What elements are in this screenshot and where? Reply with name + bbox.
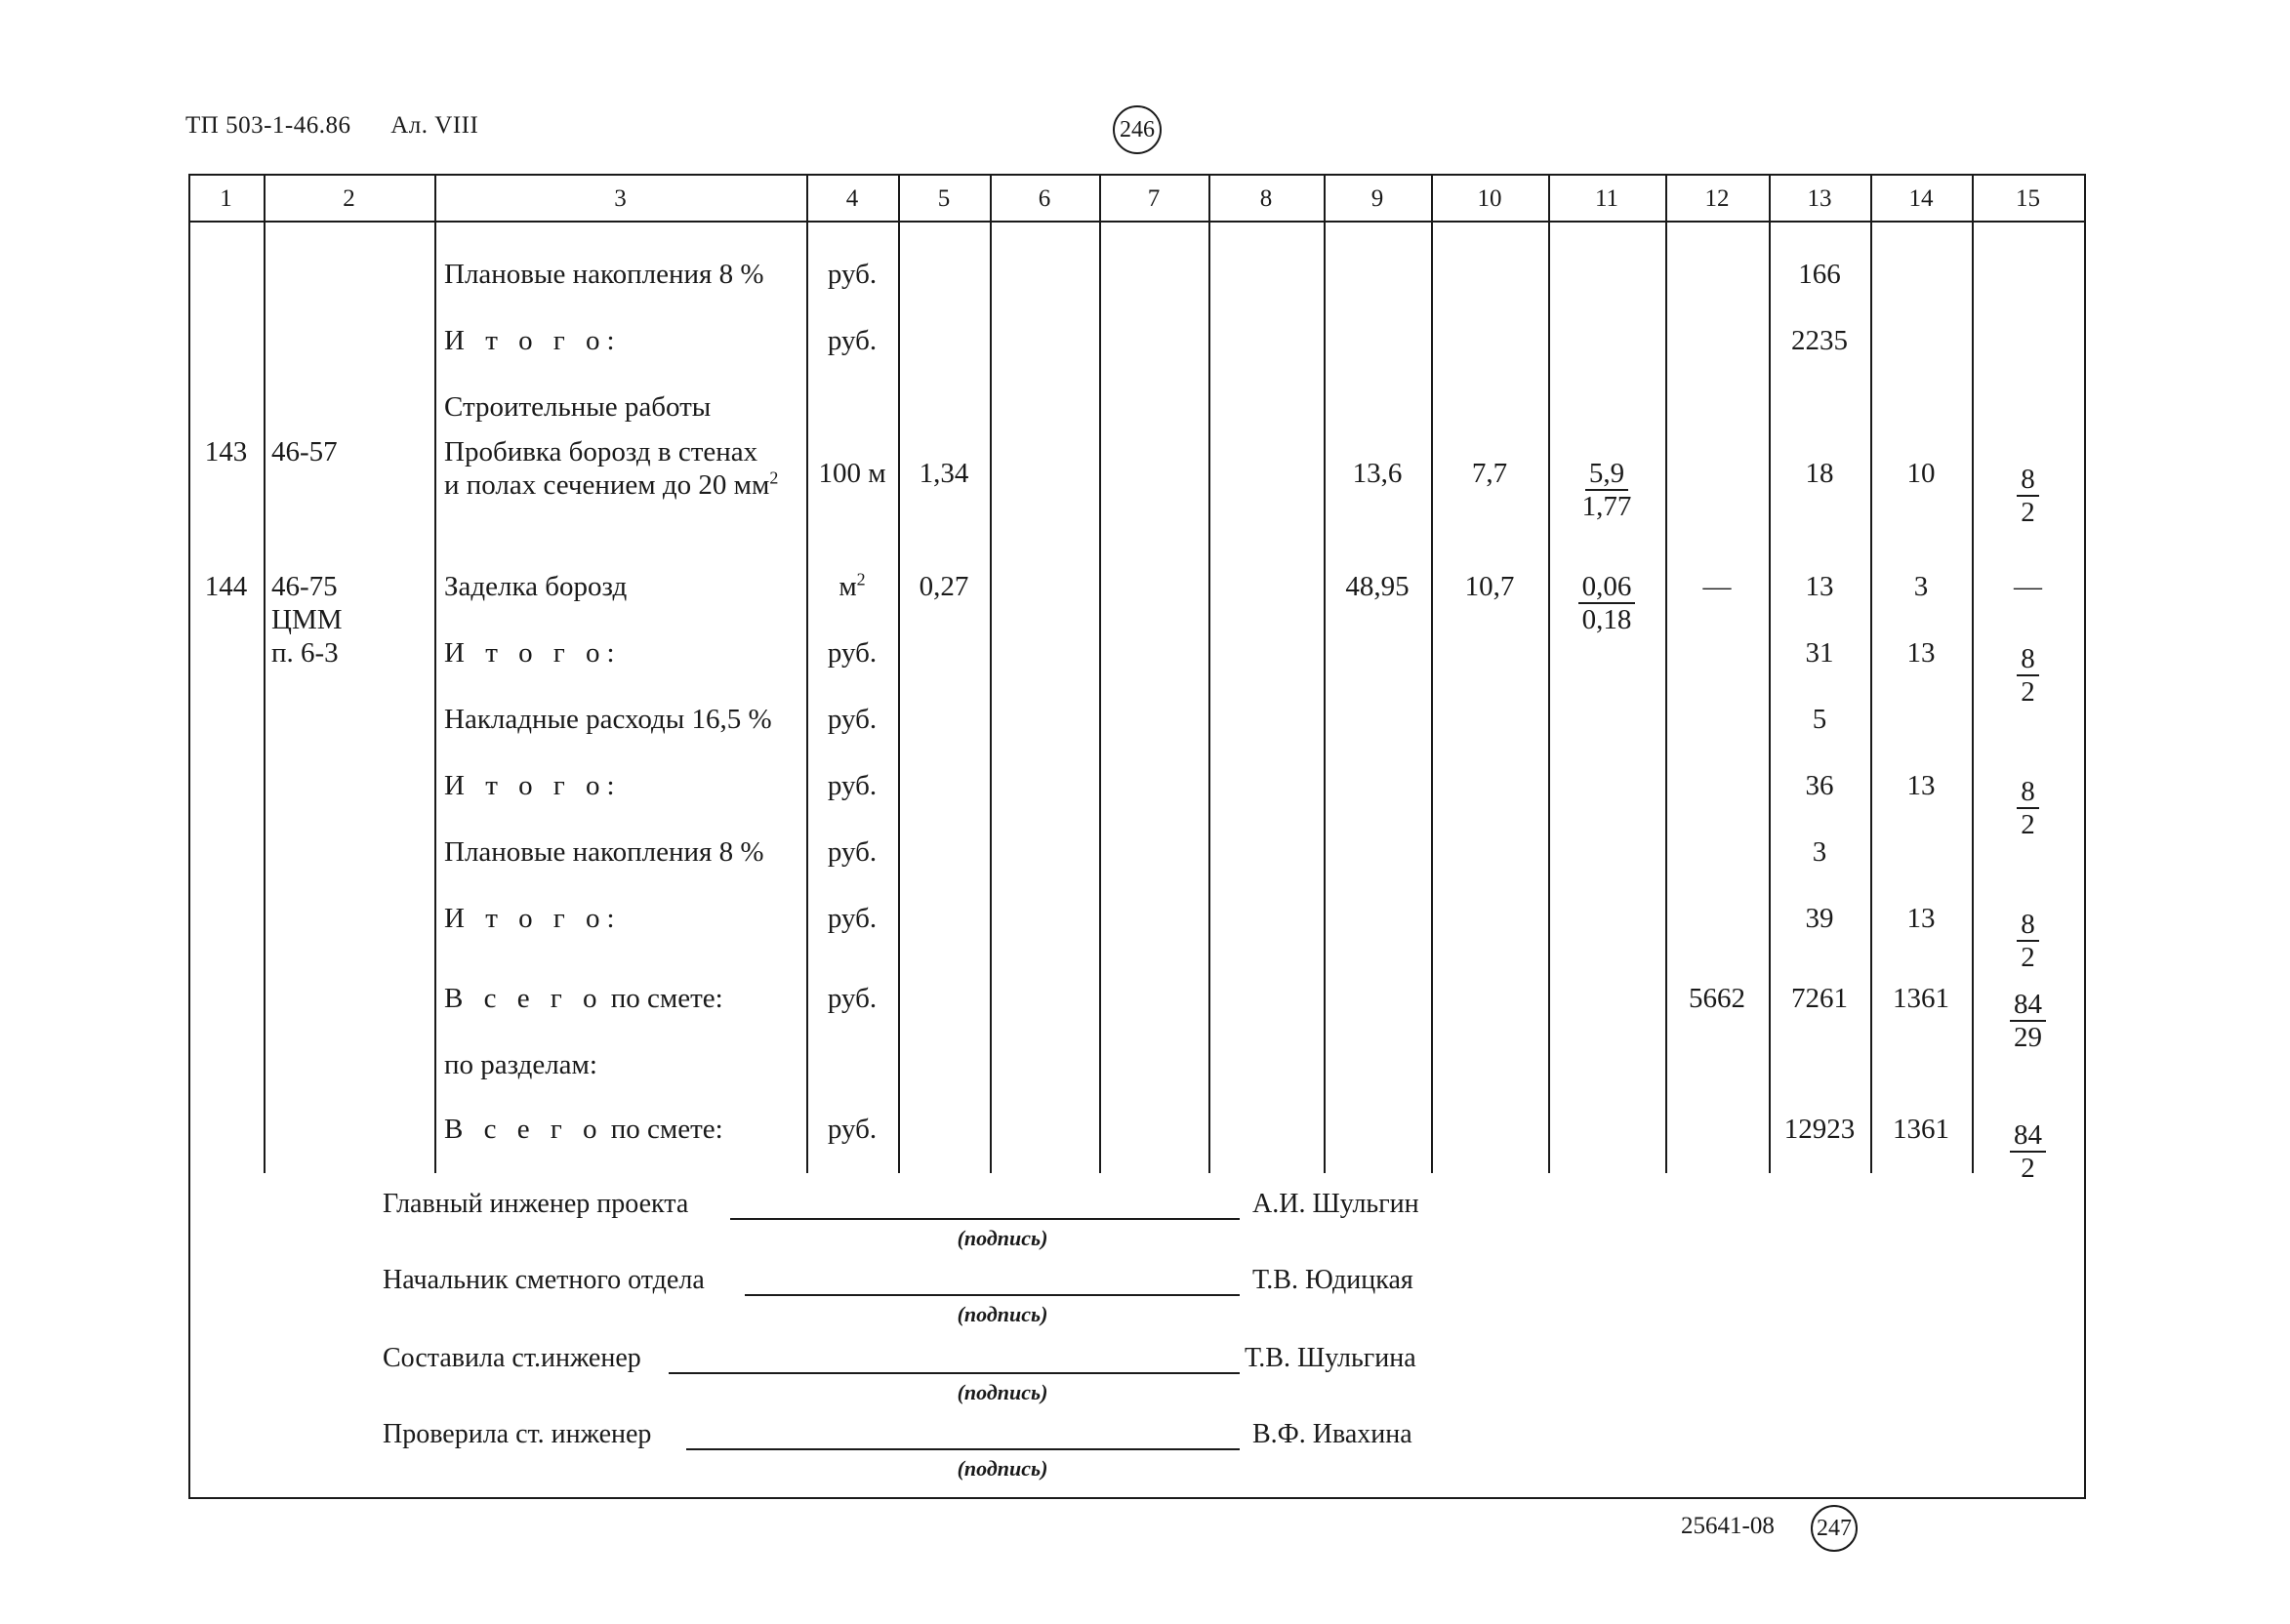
col-13: 166	[1798, 259, 1841, 290]
numerator: 8	[2017, 909, 2039, 942]
unit: руб.	[827, 770, 878, 801]
row-description: В с е г о по смете:	[444, 1114, 723, 1145]
column-number: 10	[1477, 185, 1502, 212]
row-description: И т о г о:	[444, 325, 622, 356]
column-number: 12	[1704, 185, 1730, 212]
price-code	[271, 570, 343, 670]
signature-note: (подпись)	[957, 1302, 1048, 1326]
col-5: 1,34	[919, 458, 969, 489]
col-15	[1972, 1118, 2084, 1184]
row-description: В с е г о по смете:	[444, 983, 723, 1014]
column-number: 11	[1594, 185, 1619, 212]
row-description: Плановые накопления 8 %	[444, 259, 764, 290]
col-5: 0,27	[919, 571, 969, 602]
row-description: И т о г о:	[444, 637, 622, 669]
numerator: 5,9	[1585, 458, 1628, 491]
denominator: 0,18	[1581, 604, 1632, 635]
col-15-fraction	[2017, 776, 2039, 840]
row-description: Плановые накопления 8 %	[444, 836, 764, 868]
numerator: 84	[2010, 989, 2046, 1022]
column-number: 4	[845, 185, 859, 212]
numerator: 0,06	[1578, 571, 1636, 604]
column-separator	[990, 174, 992, 1173]
denominator: 29	[2014, 1022, 2042, 1053]
denominator: 2	[2021, 942, 2035, 973]
col-11-fraction	[1582, 458, 1632, 522]
col-14: 1361	[1893, 1114, 1949, 1145]
row-description	[444, 435, 805, 502]
unit: руб.	[827, 903, 878, 934]
signature-line	[669, 1372, 1240, 1374]
column-separator	[1665, 174, 1667, 1173]
column-separator	[1431, 174, 1433, 1173]
unit: руб.	[827, 637, 878, 669]
description-line: Пробивка борозд в стенах	[444, 436, 758, 467]
signature-note: (подпись)	[957, 1456, 1048, 1481]
price-code-line: 46-75	[271, 571, 338, 602]
column-number: 13	[1807, 185, 1832, 212]
col-9: 13,6	[1352, 458, 1403, 489]
col-13: 7261	[1791, 983, 1848, 1014]
numerator: 84	[2010, 1119, 2046, 1153]
signature-name: В.Ф. Ивахина	[1252, 1419, 1412, 1449]
superscript: 2	[856, 569, 866, 589]
col-11-fraction	[1578, 571, 1636, 635]
col-15	[1972, 908, 2084, 973]
col-15-fraction	[2010, 989, 2046, 1053]
page-number-top: 246	[1113, 105, 1162, 154]
header-divider	[188, 221, 2086, 223]
signature-name: Т.В. Юдицкая	[1252, 1265, 1413, 1295]
column-number: 9	[1370, 185, 1384, 212]
denominator: 2	[2021, 676, 2035, 708]
column-number: 6	[1038, 185, 1051, 212]
footer-doc-number: 25641-08	[1681, 1513, 1775, 1539]
col-11	[1548, 570, 1665, 635]
column-number: 5	[937, 185, 951, 212]
unit: $м^2$	[838, 569, 866, 602]
col-14: 13	[1906, 770, 1936, 801]
unit: руб.	[827, 983, 878, 1014]
numerator: 8	[2017, 776, 2039, 809]
col-15: —	[2014, 571, 2042, 602]
col-15-fraction	[2017, 464, 2039, 528]
numerator: 8	[2017, 643, 2039, 676]
col-10: 7,7	[1471, 458, 1508, 489]
signature-name: А.И. Шульгин	[1252, 1189, 1419, 1219]
column-separator	[1208, 174, 1210, 1173]
unit: 100 м	[818, 458, 886, 489]
column-number: 14	[1908, 185, 1934, 212]
signature-line	[745, 1294, 1240, 1296]
signature-line	[686, 1448, 1240, 1450]
row-description: Заделка борозд	[444, 571, 628, 602]
col-15-fraction	[2010, 1119, 2046, 1184]
unit: руб.	[827, 325, 878, 356]
row-description: Строительные работы	[444, 391, 712, 423]
signature-role: Главный инженер проекта	[383, 1189, 689, 1219]
signature-role: Составила ст.инженер	[383, 1343, 641, 1373]
col-15	[1972, 988, 2084, 1053]
col-11	[1548, 457, 1665, 522]
signature-name: Т.В. Шульгина	[1245, 1343, 1416, 1373]
denominator: 2	[2021, 809, 2035, 840]
price-code-line: 46-57	[271, 436, 338, 467]
signature-role: Проверила ст. инженер	[383, 1419, 652, 1449]
numerator: 8	[2017, 464, 2039, 497]
description-line: и полах сечением до 20 $мм^2$	[444, 467, 779, 501]
row-number: 143	[204, 436, 248, 467]
row-number: 144	[204, 571, 248, 602]
col-13: 36	[1805, 770, 1834, 801]
column-number: 15	[2016, 185, 2040, 212]
document-header	[185, 112, 511, 140]
col-14: 10	[1906, 458, 1936, 489]
denominator: 2	[2021, 1153, 2035, 1184]
page-number-bottom: 247	[1811, 1505, 1858, 1552]
col-14: 13	[1906, 903, 1936, 934]
col-10: 10,7	[1464, 571, 1515, 602]
column-separator	[1324, 174, 1326, 1173]
col-13: 13	[1805, 571, 1834, 602]
col-9: 48,95	[1345, 571, 1410, 602]
denominator: 1,77	[1581, 491, 1632, 522]
price-code-line: ЦММ	[271, 604, 343, 635]
column-separator	[264, 174, 266, 1173]
col-13: 18	[1805, 458, 1834, 489]
column-separator	[1548, 174, 1550, 1173]
col-14: 1361	[1893, 983, 1949, 1014]
price-code-line: п. 6-3	[271, 637, 339, 669]
price-code	[271, 435, 338, 468]
column-separator	[1870, 174, 1872, 1173]
row-description: по разделам:	[444, 1049, 597, 1080]
col-13: 5	[1812, 704, 1827, 735]
column-number: 8	[1259, 185, 1273, 212]
col-15-fraction	[2017, 909, 2039, 973]
col-13: 2235	[1791, 325, 1848, 356]
column-number: 7	[1147, 185, 1161, 212]
col-12: —	[1702, 571, 1732, 602]
column-separator	[1099, 174, 1101, 1173]
doc-code: ТП 503-1-46.86	[185, 112, 351, 139]
col-15	[1972, 642, 2084, 708]
col-14: 3	[1913, 571, 1929, 602]
unit: руб.	[827, 1114, 878, 1145]
col-13: 39	[1805, 903, 1834, 934]
column-separator	[434, 174, 436, 1173]
col-13: 12923	[1783, 1114, 1856, 1145]
col-15	[1972, 463, 2084, 528]
row-description: И т о г о:	[444, 903, 622, 934]
unit: руб.	[827, 259, 878, 290]
description-spaced: В с е г о	[444, 1114, 604, 1145]
column-number: 3	[614, 185, 627, 212]
column-number: 1	[220, 185, 232, 212]
col-15	[1972, 775, 2084, 840]
col-13: 31	[1805, 637, 1834, 669]
description-spaced: В с е г о	[444, 983, 604, 1014]
album-label: Ал. VIII	[390, 112, 479, 139]
superscript: 2	[769, 467, 779, 488]
row-description: И т о г о:	[444, 770, 622, 801]
col-13: 3	[1812, 836, 1827, 868]
col-15-fraction	[2017, 643, 2039, 708]
col-14: 13	[1906, 637, 1936, 669]
signature-line	[730, 1218, 1240, 1220]
column-separator	[898, 174, 900, 1173]
unit: руб.	[827, 836, 878, 868]
col-12: 5662	[1689, 983, 1745, 1014]
signature-note: (подпись)	[957, 1380, 1048, 1404]
column-number: 2	[343, 185, 355, 212]
signature-note: (подпись)	[957, 1226, 1048, 1250]
unit: руб.	[827, 704, 878, 735]
denominator: 2	[2021, 497, 2035, 528]
row-description: Накладные расходы 16,5 %	[444, 704, 772, 735]
signature-role: Начальник сметного отдела	[383, 1265, 705, 1295]
